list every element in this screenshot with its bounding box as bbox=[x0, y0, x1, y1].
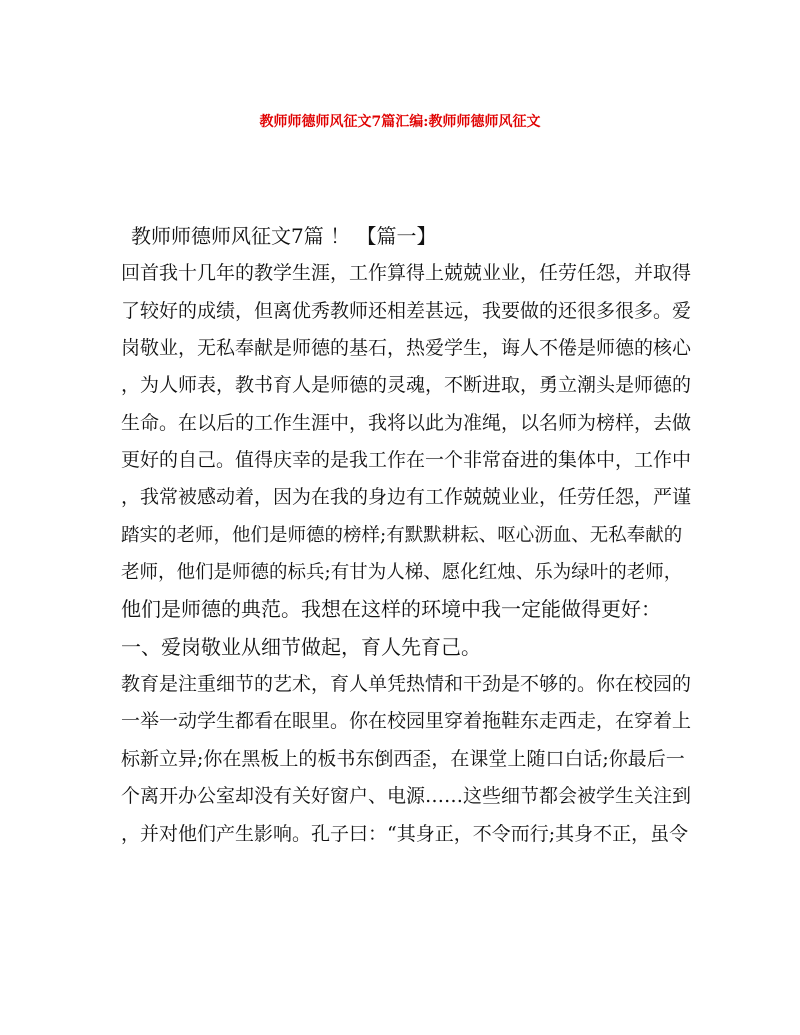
body-line: 标新立异;你在黑板上的板书东倒西歪，在课堂上随口白话;你最后一 bbox=[121, 747, 685, 770]
body-line: ，并对他们产生影响。孔子曰：“其身正，不令而行;其身不正，虽令 bbox=[121, 822, 689, 845]
body-line: ，为人师表，教书育人是师德的灵魂，不断进取，勇立潮头是师德的 bbox=[121, 374, 692, 397]
body-line: 个离开办公室却没有关好窗户、电源……这些细节都会被学生关注到 bbox=[121, 785, 692, 808]
body-line: 他们是师德的典范。我想在这样的环境中我一定能做得更好： bbox=[121, 597, 661, 622]
body-line: 教育是注重细节的艺术，育人单凭热情和干劲是不够的。你在校园的 bbox=[121, 673, 692, 696]
body-line: ，我常被感动着，因为在我的身边有工作兢兢业业，任劳任怨，严谨 bbox=[121, 486, 692, 509]
body-line: 踏实的老师，他们是师德的榜样;有默默耕耘、呕心沥血、无私奉献的 bbox=[121, 524, 683, 546]
document-body bbox=[121, 218, 691, 853]
body-line: 回首我十几年的教学生涯，工作算得上兢兢业业，任劳任怨，并取得 bbox=[121, 262, 692, 285]
body-line-subtitle: 教师师德师风征文7篇 ！ 【篇一】 bbox=[131, 224, 437, 248]
body-line: 生命。在以后的工作生涯中，我将以此为准绳，以名师为榜样，去做 bbox=[121, 411, 692, 434]
body-line: 老师，他们是师德的标兵;有甘为人梯、愿化红烛、乐为绿叶的老师， bbox=[121, 562, 683, 584]
body-line: 一举一动学生都看在眼里。你在校园里穿着拖鞋东走西走，在穿着上 bbox=[121, 710, 692, 733]
body-line: 更好的自己。值得庆幸的是我工作在一个非常奋进的集体中，工作中 bbox=[121, 449, 692, 472]
section-heading: 一、爱岗敬业从细节做起，育人先育己。 bbox=[121, 634, 481, 659]
document-title: 教师师德师风征文7篇汇编:教师师德师风征文 bbox=[259, 114, 541, 130]
body-line: 岗敬业，无私奉献是师德的基石，热爱学生，诲人不倦是师德的核心 bbox=[121, 337, 692, 360]
body-line: 了较好的成绩，但离优秀教师还相差甚远，我要做的还很多很多。爱 bbox=[121, 299, 692, 322]
